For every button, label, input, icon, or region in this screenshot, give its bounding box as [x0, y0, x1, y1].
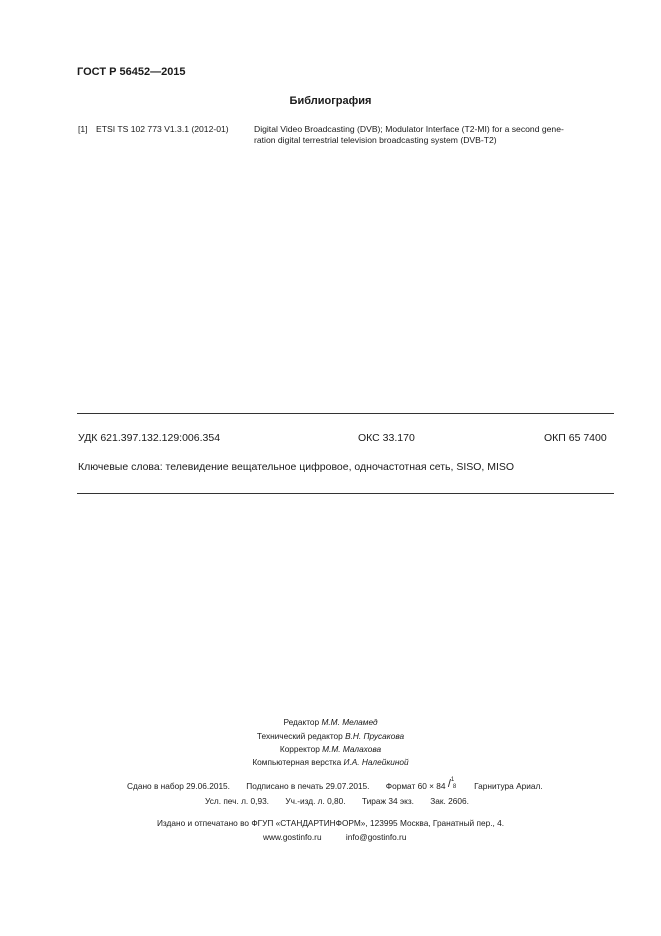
- typeface: Гарнитура Ариал.: [474, 781, 543, 791]
- okp-code: ОКП 65 7400: [544, 432, 607, 444]
- editor-label: Редактор: [283, 717, 320, 727]
- corrector-label: Корректор: [279, 744, 320, 754]
- credit-tech-editor: [0, 731, 661, 741]
- tech-editor-label: Технический редактор: [256, 731, 343, 741]
- print-info-line-2: [205, 796, 469, 806]
- oks-code: ОКС 33.170: [358, 432, 415, 444]
- contact-line: [263, 832, 406, 842]
- format-numerator: 1: [450, 777, 455, 783]
- divider-top: [77, 413, 614, 414]
- keywords: Ключевые слова: телевидение вещательное цифровое, одночастотная сеть, SISO, MISO: [78, 461, 515, 473]
- signed-date: Подписано в печать 29.07.2015.: [246, 781, 370, 791]
- reference-title-line-2: ration digital terrestrial television broadcasting system (DVB-T2): [254, 135, 497, 145]
- publisher-info: Издано и отпечатано во ФГУП «СТАНДАРТИНФОРМ», 123995 Москва, Гранатный пер., 4.: [156, 818, 505, 828]
- print-run: Тираж 34 экз.: [361, 796, 414, 806]
- reference-number: [1]: [78, 124, 88, 134]
- bibliography-title: Библиография: [289, 95, 372, 107]
- print-sheets: Усл. печ. л. 0,93.: [205, 796, 269, 806]
- fraction-slash: /: [447, 778, 451, 790]
- tech-editor-name: В.Н. Прусакова: [345, 731, 405, 741]
- layout-name: И.А. Налейкиной: [343, 757, 409, 767]
- credit-corrector: [0, 744, 661, 754]
- format-label: Формат 60 × 84: [385, 781, 446, 791]
- format-fraction: [447, 777, 458, 790]
- corrector-name: М.М. Малахова: [322, 744, 382, 754]
- submitted-date: Сдано в набор 29.06.2015.: [127, 781, 230, 791]
- editor-name: М.М. Меламед: [321, 717, 378, 727]
- reference-title-line-1: Digital Video Broadcasting (DVB); Modulator Interface (T2-MI) for a second gene-: [254, 124, 564, 134]
- format-denominator: 8: [452, 784, 457, 790]
- document-code: ГОСТ Р 56452—2015: [77, 66, 186, 78]
- credit-layout: [0, 757, 661, 767]
- publishing-sheets: Уч.-изд. л. 0,80.: [285, 796, 346, 806]
- divider-bottom: [77, 493, 614, 494]
- website: www.gostinfo.ru: [263, 832, 322, 842]
- print-info-line-1: [127, 777, 543, 791]
- reference-standard: ETSI TS 102 773 V1.3.1 (2012-01): [96, 124, 229, 134]
- layout-label: Компьютерная верстка: [252, 757, 342, 767]
- email: info@gostinfo.ru: [345, 832, 407, 842]
- credit-editor: [0, 717, 661, 727]
- order-number: Зак. 2606.: [430, 796, 469, 806]
- udk-code: УДК 621.397.132.129:006.354: [78, 432, 221, 444]
